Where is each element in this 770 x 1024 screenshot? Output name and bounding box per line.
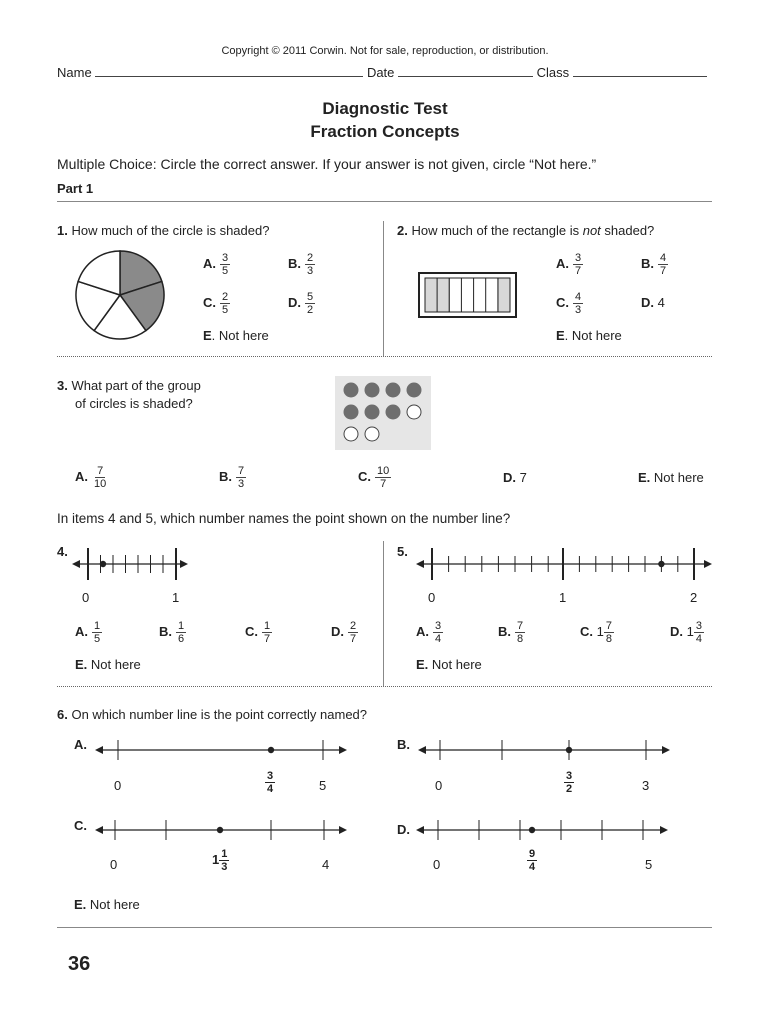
q2-option-d[interactable]: D. 4 bbox=[641, 295, 665, 310]
q4-option-c[interactable]: C. $\frac{1}{7}$ bbox=[245, 620, 271, 645]
q4-label-0: 0 bbox=[82, 590, 90, 605]
q2-option-a[interactable]: A. $\frac{3}{7}$ bbox=[556, 252, 582, 277]
q4-option-a[interactable]: A. $\frac{1}{5}$ bbox=[75, 620, 101, 645]
divider-q2-q3 bbox=[57, 356, 712, 357]
q6-option-a[interactable]: A. bbox=[74, 737, 87, 752]
page-number: 36 bbox=[68, 953, 91, 975]
q2-option-b[interactable]: B. $\frac{4}{7}$ bbox=[641, 252, 667, 277]
q6-option-b[interactable]: B. bbox=[397, 737, 410, 752]
column-divider-2 bbox=[383, 541, 384, 687]
title-line-1: Diagnostic Test bbox=[322, 99, 448, 118]
q1-option-b[interactable]: B. $\frac{2}{3}$ bbox=[288, 252, 314, 277]
q6a-label-left: 0 bbox=[114, 778, 122, 793]
q6d-label-left: 0 bbox=[433, 857, 441, 872]
shaded-circle-figure bbox=[74, 249, 166, 341]
part-rule bbox=[57, 201, 712, 202]
q5-label-1: 1 bbox=[559, 590, 567, 605]
q6a-label-right: 5 bbox=[319, 778, 327, 793]
q3-option-c[interactable]: C. $\frac{10}{7}$ bbox=[358, 465, 390, 490]
question-2: 2. How much of the rectangle is not shaded? bbox=[397, 223, 655, 238]
question-4: 4. bbox=[57, 544, 68, 559]
q1-option-c[interactable]: C. $\frac{2}{5}$ bbox=[203, 291, 229, 316]
q6a-number-line bbox=[95, 740, 351, 760]
q6d-point-label: $\frac{9}{4}$ bbox=[529, 848, 536, 873]
name-date-class-row bbox=[57, 64, 707, 80]
q6c-label-right: 4 bbox=[322, 857, 330, 872]
q6b-label-left: 0 bbox=[435, 778, 443, 793]
q4-option-b[interactable]: B. $\frac{1}{6}$ bbox=[159, 620, 185, 645]
q3-option-a[interactable]: A. $\frac{7}{10}$ bbox=[75, 465, 107, 490]
q6d-number-line bbox=[416, 820, 672, 840]
q6-option-d[interactable]: D. bbox=[397, 822, 410, 837]
q5-label-0: 0 bbox=[428, 590, 436, 605]
q5-label-2: 2 bbox=[690, 590, 698, 605]
q5-option-d[interactable]: D. 1 $\frac{3}{4}$ bbox=[670, 620, 702, 645]
q5-option-c[interactable]: C. 1 $\frac{7}{8}$ bbox=[580, 620, 612, 645]
q1-option-a[interactable]: A. $\frac{3}{5}$ bbox=[203, 252, 229, 277]
group-of-circles-figure bbox=[335, 376, 431, 450]
question-1: 1. How much of the circle is shaded? bbox=[57, 223, 270, 238]
title-line-2: Fraction Concepts bbox=[310, 122, 460, 141]
q6c-point-label: 1 $\frac{1}{3}$ bbox=[212, 848, 228, 873]
part-heading: Part 1 bbox=[57, 181, 94, 196]
divider-q5-q6 bbox=[57, 686, 712, 687]
q4-label-1: 1 bbox=[172, 590, 180, 605]
q2-option-c[interactable]: C. $\frac{4}{3}$ bbox=[556, 291, 582, 316]
date-field[interactable] bbox=[398, 64, 533, 77]
q5-number-line bbox=[416, 546, 716, 582]
q1-option-d[interactable]: D. $\frac{5}{2}$ bbox=[288, 291, 314, 316]
q4-option-d[interactable]: D. $\frac{2}{7}$ bbox=[331, 620, 357, 645]
column-divider-1 bbox=[383, 221, 384, 356]
class-label: Class bbox=[536, 65, 570, 80]
q2-option-e[interactable]: E. Not here bbox=[556, 328, 622, 343]
instructions: Multiple Choice: Circle the correct answer. If your answer is not given, circle “Not here.” bbox=[57, 156, 597, 172]
q6c-number-line bbox=[95, 820, 351, 840]
q4-option-e[interactable]: E. Not here bbox=[75, 657, 141, 672]
q3-option-d[interactable]: D. 7 bbox=[503, 470, 527, 485]
name-field[interactable] bbox=[95, 64, 363, 77]
q6-option-e[interactable]: E. Not here bbox=[74, 897, 140, 912]
q5-option-a[interactable]: A. $\frac{3}{4}$ bbox=[416, 620, 442, 645]
shaded-rectangle-figure bbox=[418, 272, 518, 318]
name-label: Name bbox=[57, 65, 92, 80]
date-label: Date bbox=[366, 65, 395, 80]
q5-option-e[interactable]: E. Not here bbox=[416, 657, 482, 672]
q4-number-line bbox=[72, 546, 192, 582]
q6b-point-label: $\frac{3}{2}$ bbox=[566, 770, 573, 795]
page-title bbox=[0, 97, 770, 143]
q6-option-c[interactable]: C. bbox=[74, 818, 87, 833]
q6b-number-line bbox=[418, 740, 674, 760]
items-4-5-intro: In items 4 and 5, which number names the point shown on the number line? bbox=[57, 511, 511, 526]
question-6: 6. On which number line is the point correctly named? bbox=[57, 707, 368, 722]
q6b-label-right: 3 bbox=[642, 778, 650, 793]
q6c-label-left: 0 bbox=[110, 857, 118, 872]
q3-option-e[interactable]: E. Not here bbox=[638, 470, 704, 485]
q3-option-b[interactable]: B. $\frac{7}{3}$ bbox=[219, 465, 245, 490]
question-3: 3. What part of the group of circles is shaded? bbox=[57, 378, 201, 411]
copyright-notice: Copyright © 2011 Corwin. Not for sale, reproduction, or distribution. bbox=[221, 45, 549, 57]
class-field[interactable] bbox=[573, 64, 707, 77]
question-5: 5. bbox=[397, 544, 408, 559]
bottom-rule bbox=[57, 927, 712, 928]
q5-option-b[interactable]: B. $\frac{7}{8}$ bbox=[498, 620, 524, 645]
q6d-label-right: 5 bbox=[645, 857, 653, 872]
q6a-point-label: $\frac{3}{4}$ bbox=[267, 770, 274, 795]
q1-option-e[interactable]: E. Not here bbox=[203, 328, 269, 343]
